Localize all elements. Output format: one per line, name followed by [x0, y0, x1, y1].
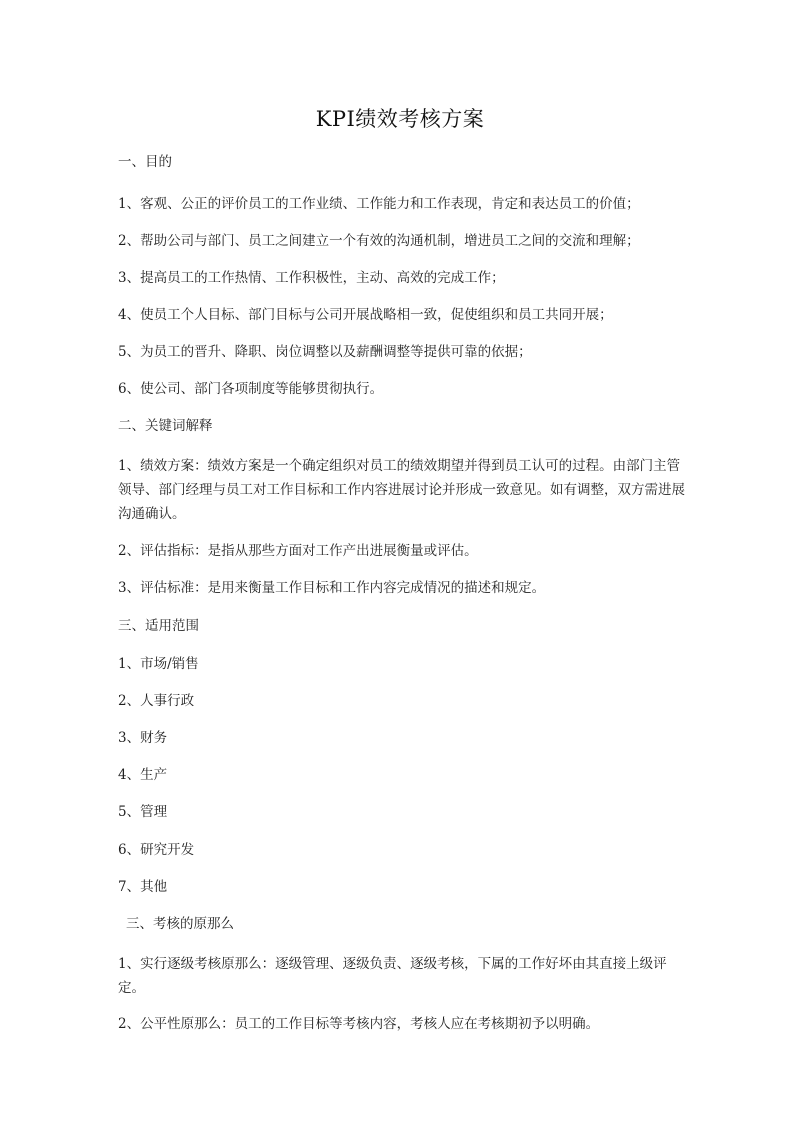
list-item: 1、客观、公正的评价员工的工作业绩、工作能力和工作表现，肯定和表达员工的价值； [118, 196, 640, 212]
section-heading-scope: 三、适用范围 [118, 618, 199, 634]
list-item: 2、人事行政 [118, 693, 195, 709]
section-heading-purpose: 一、目的 [118, 154, 172, 170]
list-item: 5、为员工的晋升、降职、岗位调整以及薪酬调整等提供可靠的依据； [118, 344, 532, 360]
document-title: KPI绩效考核方案 [315, 107, 485, 131]
paragraph: 1、绩效方案：绩效方案是一个确定组织对员工的绩效期望并得到员工认可的过程。由部门主管领导、部门经理与员工对工作目标和工作内容进展讨论并形成一致意见。如有调整，双方需进展沟通确认。 [118, 458, 685, 522]
list-item: 2、公平性原那么：员工的工作目标等考核内容，考核人应在考核期初予以明确。 [118, 1016, 600, 1032]
list-item: 3、提高员工的工作热情、工作积极性，主动、高效的完成工作； [118, 270, 505, 286]
list-item: 7、其他 [118, 879, 168, 895]
list-item: 6、研究开发 [118, 842, 195, 858]
list-item: 6、使公司、部门各项制度等能够贯彻执行。 [118, 381, 384, 397]
paragraph: 1、实行逐级考核原那么：逐级管理、逐级负责、逐级考核，下属的工作好坏由其直接上级评定。 [118, 956, 667, 996]
section-heading-principles: 三、考核的原那么 [126, 916, 234, 932]
list-item: 2、帮助公司与部门、员工之间建立一个有效的沟通机制，增进员工之间的交流和理解； [118, 233, 640, 249]
list-item: 2、评估指标：是指从那些方面对工作产出进展衡量或评估。 [118, 543, 478, 559]
list-item: 4、使员工个人目标、部门目标与公司开展战略相一致，促使组织和员工共同开展； [118, 307, 613, 323]
list-item: 4、生产 [118, 767, 168, 783]
list-item: 3、评估标准：是用来衡量工作目标和工作内容完成情况的描述和规定。 [118, 580, 546, 596]
section-heading-keywords: 二、关键词解释 [118, 418, 213, 434]
list-item: 1、市场/销售 [118, 656, 199, 672]
list-item: 3、财务 [118, 730, 168, 746]
list-item: 5、管理 [118, 804, 168, 820]
